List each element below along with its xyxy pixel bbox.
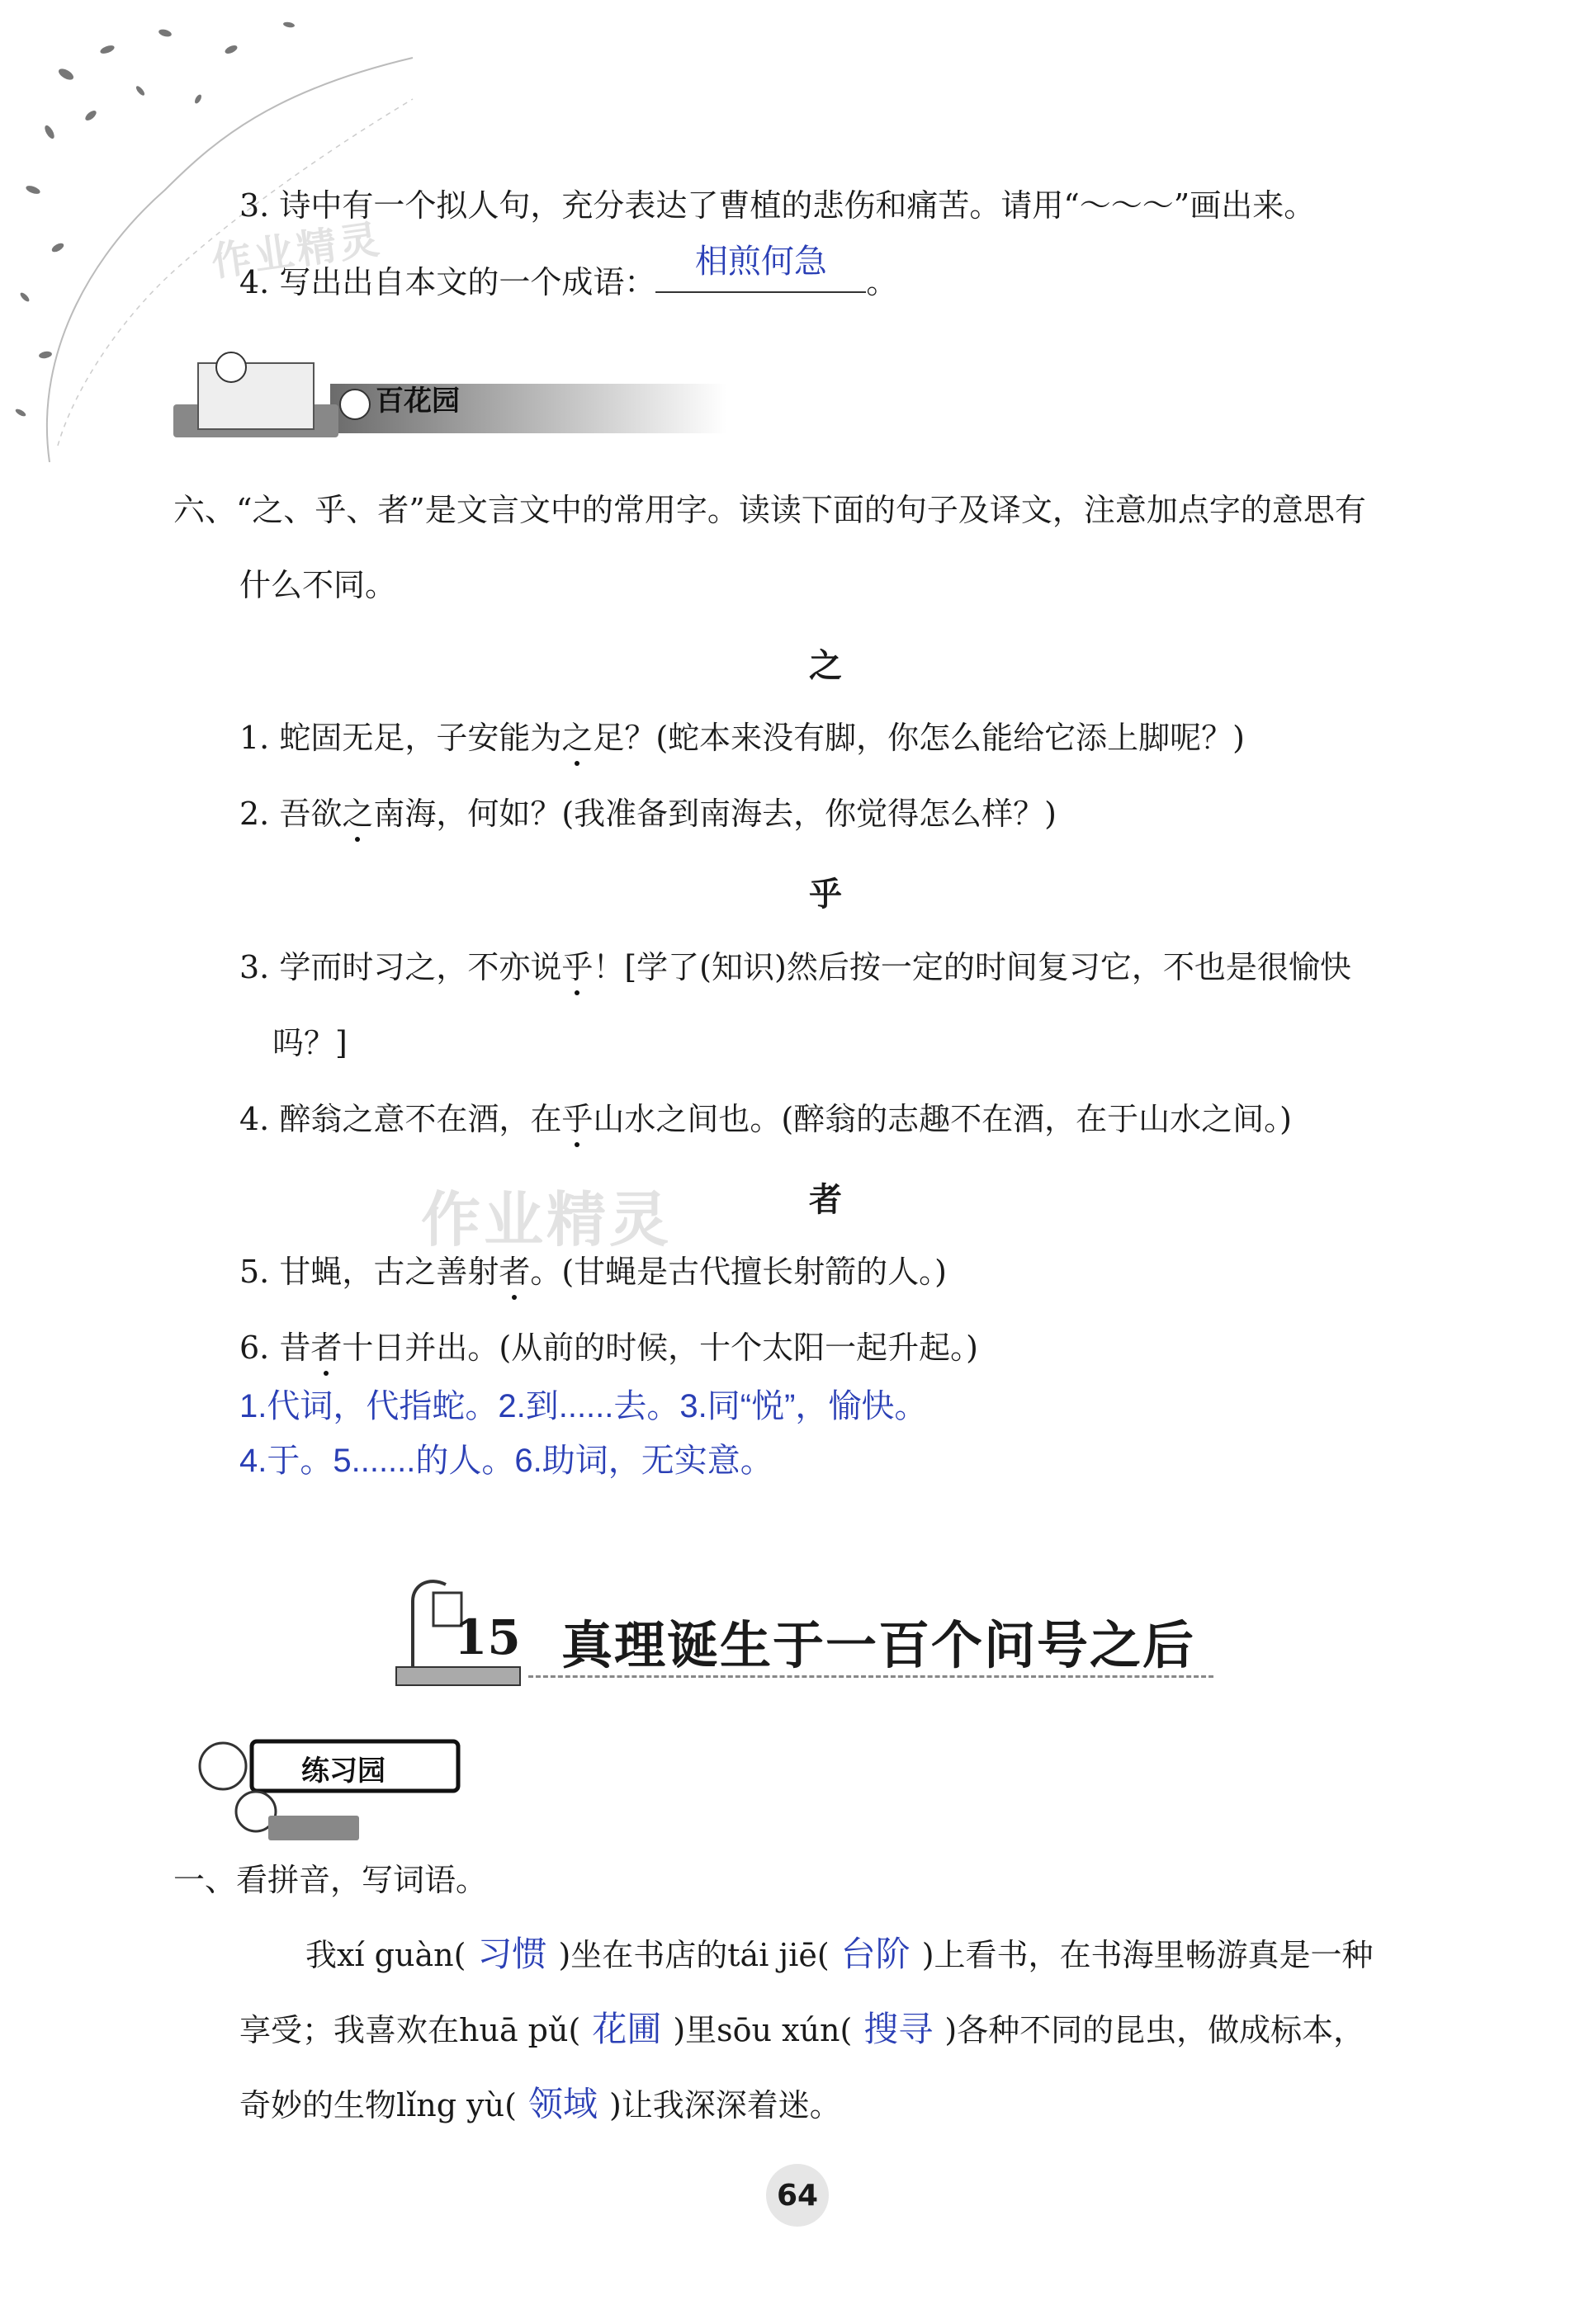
banner-label: 百花园 <box>376 384 460 418</box>
question-4-suffix: 。 <box>866 264 898 300</box>
text-segment: )坐在书店的tái jiē( <box>558 1937 830 1973</box>
sentence-1-translation: 足？(蛇本来没有脚，你怎么能给它添上脚呢？) <box>593 720 1246 756</box>
pinyin-paragraph-line3 <box>239 2083 841 2127</box>
question-4 <box>239 243 898 304</box>
text-segment: 享受；我喜欢在huā pǔ( <box>239 2012 581 2048</box>
text-segment: )里sōu xún( <box>673 2012 853 2048</box>
sentence-3-translation: ！[学了(知识)然后按一定的时间复习它，不也是很愉快 <box>593 949 1351 985</box>
sentence-4 <box>239 1098 1292 1141</box>
answer-text: 习惯 <box>477 1934 547 1973</box>
dotted-char: 乎 <box>561 1098 593 1141</box>
sentence-2-translation: 南海，何如？(我准备到南海去，你觉得怎么样？) <box>373 796 1057 832</box>
handwritten-answer-line2: 4.于。5.......的人。6.助词，无实意。 <box>239 1443 773 1479</box>
sentence-4-translation: 山水之间也。(醉翁的志趣不在酒，在于山水之间。) <box>593 1101 1293 1137</box>
dotted-char: 乎 <box>561 946 593 989</box>
heading-hu: 乎 <box>809 875 842 914</box>
pinyin-paragraph-line2 <box>239 2008 1365 2052</box>
dotted-char: 者 <box>310 1326 342 1369</box>
pinyin-paragraph-line1 <box>305 1933 1374 1977</box>
page-number-badge <box>766 2164 829 2227</box>
sentence-3 <box>239 946 1351 989</box>
answer-text: 搜寻 <box>863 2010 934 2048</box>
watermark-top: 作业精灵 <box>208 215 385 286</box>
sentence-5 <box>239 1250 947 1293</box>
sentence-4-text: 4. 醉翁之意不在酒，在 <box>239 1101 562 1137</box>
answer-blank <box>655 243 866 293</box>
answer-text: 台阶 <box>840 1934 911 1973</box>
lesson-title: 真理诞生于一百个问号之后 <box>561 1615 1196 1675</box>
sentence-6-text: 6. 昔 <box>239 1330 311 1366</box>
text-segment: )上看书，在书海里畅游真是一种 <box>921 1937 1374 1973</box>
lesson-number: 15 <box>454 1609 521 1665</box>
title-dashed-line <box>528 1675 1213 1678</box>
dotted-char: 者 <box>499 1250 530 1293</box>
section-6-line1: 六、“之、乎、者”是文言文中的常用字。读读下面的句子及译文，注意加点字的意思有 <box>173 492 1366 528</box>
sentence-1 <box>239 716 1245 759</box>
handwritten-answer-line1: 1.代词，代指蛇。2.到......去。3.同“悦”，愉快。 <box>239 1388 928 1424</box>
text-segment: )各种不同的昆虫，做成标本， <box>944 2012 1365 2048</box>
sentence-3-line2: 吗？] <box>272 1025 348 1061</box>
sentence-1-text: 1. 蛇固无足，子安能为 <box>239 720 562 756</box>
question-4-prefix: 4. 写出出自本文的一个成语： <box>239 264 656 300</box>
heading-zhe: 者 <box>809 1180 842 1219</box>
text-segment: 奇妙的生物lǐng yù( <box>239 2087 517 2123</box>
banner-label: 练习园 <box>301 1754 385 1788</box>
sentence-5-text: 5. 甘蝇，古之善射 <box>239 1254 499 1290</box>
dotted-char: 之 <box>342 792 373 835</box>
lianxiyuan-banner <box>186 1725 466 1849</box>
watermark-middle: 作业精灵 <box>421 1185 673 1254</box>
question-3: 3. 诗中有一个拟人句，充分表达了曹植的悲伤和痛苦。请用“～～～”画出来。 <box>239 187 1316 224</box>
heading-zhi: 之 <box>809 646 842 685</box>
sentence-5-translation: 。(甘蝇是古代擅长射箭的人。) <box>530 1254 948 1290</box>
sentence-6 <box>239 1326 978 1369</box>
sentence-2-text: 2. 吾欲 <box>239 796 343 832</box>
sentence-6-translation: 十日并出。(从前的时候，十个太阳一起升起。) <box>342 1330 979 1366</box>
section-6-line2: 什么不同。 <box>239 567 397 603</box>
baihuayuan-banner <box>165 347 726 446</box>
answer-text: 花圃 <box>592 2010 662 2048</box>
answer-text: 领域 <box>527 2085 598 2123</box>
dotted-char: 之 <box>561 716 593 759</box>
answer-text: 相煎何急 <box>694 243 827 280</box>
page-number: 64 <box>776 2178 819 2213</box>
sentence-2 <box>239 792 1057 835</box>
text-segment: 我xí guàn( <box>305 1937 466 1973</box>
sentence-3-text: 3. 学而时习之，不亦说 <box>239 949 562 985</box>
text-segment: )让我深深着迷。 <box>608 2087 841 2123</box>
section-1-heading: 一、看拼音，写词语。 <box>173 1862 488 1898</box>
